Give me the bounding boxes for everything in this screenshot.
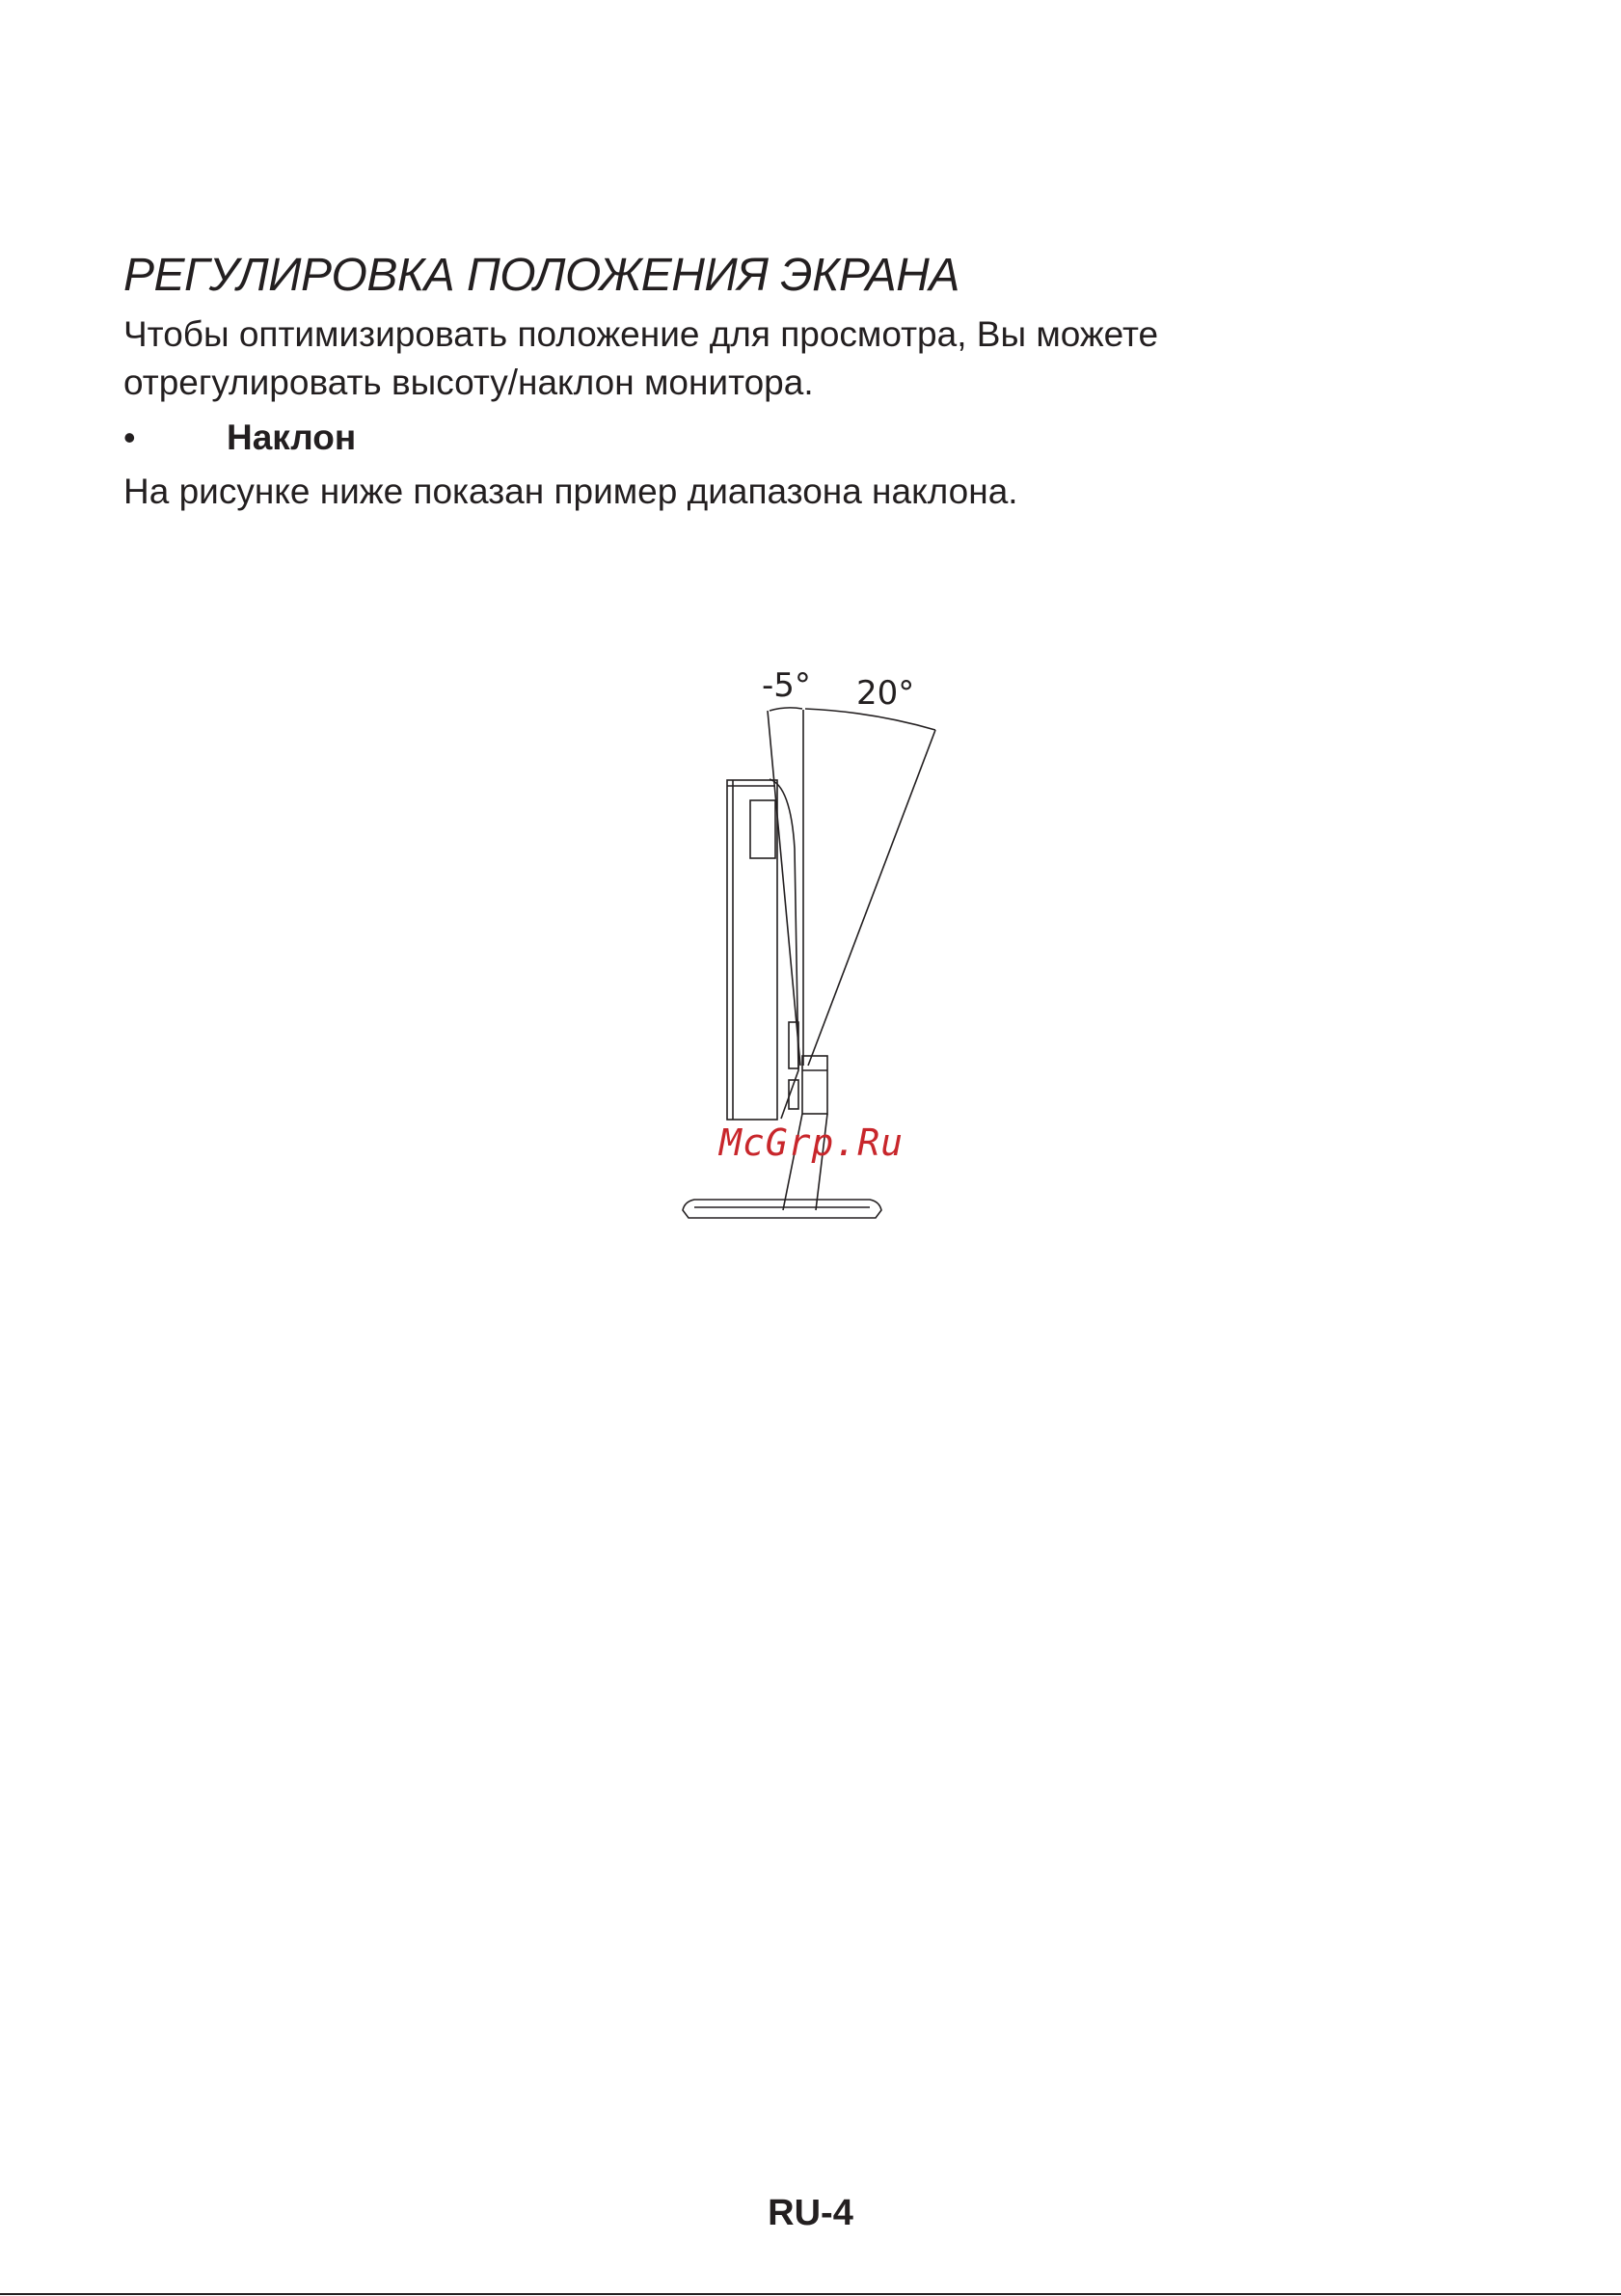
section-title: РЕГУЛИРОВКА ПОЛОЖЕНИЯ ЭКРАНА xyxy=(123,250,959,301)
intro-line-2: отрегулировать высоту/наклон монитора. xyxy=(123,363,814,402)
bullet-label: Наклон xyxy=(227,418,357,457)
monitor-rear-module xyxy=(750,800,775,858)
monitor-panel-outline xyxy=(727,780,777,1120)
monitor-back-curve xyxy=(770,779,798,1119)
stand-neck xyxy=(802,1056,827,1114)
intro-paragraph xyxy=(123,311,1158,407)
tilt-forward-label: 20° xyxy=(856,674,915,713)
bullet-dot-icon: • xyxy=(123,418,136,457)
tilt-back-label: -5° xyxy=(762,666,811,705)
forward-tilt-line xyxy=(808,730,935,1066)
intro-line-1: Чтобы оптимизировать положение для просмотра, Вы можете xyxy=(123,314,1159,354)
watermark-text: McGrp.Ru xyxy=(719,1121,905,1164)
back-tilt-arc xyxy=(770,708,802,711)
bottom-divider xyxy=(0,2293,1621,2295)
bullet-item-tilt xyxy=(123,414,356,462)
stand-base xyxy=(683,1200,881,1218)
page-number: RU-4 xyxy=(768,2193,853,2233)
figure-intro-text: На рисунке ниже показан пример диапазона наклона. xyxy=(123,472,1018,511)
